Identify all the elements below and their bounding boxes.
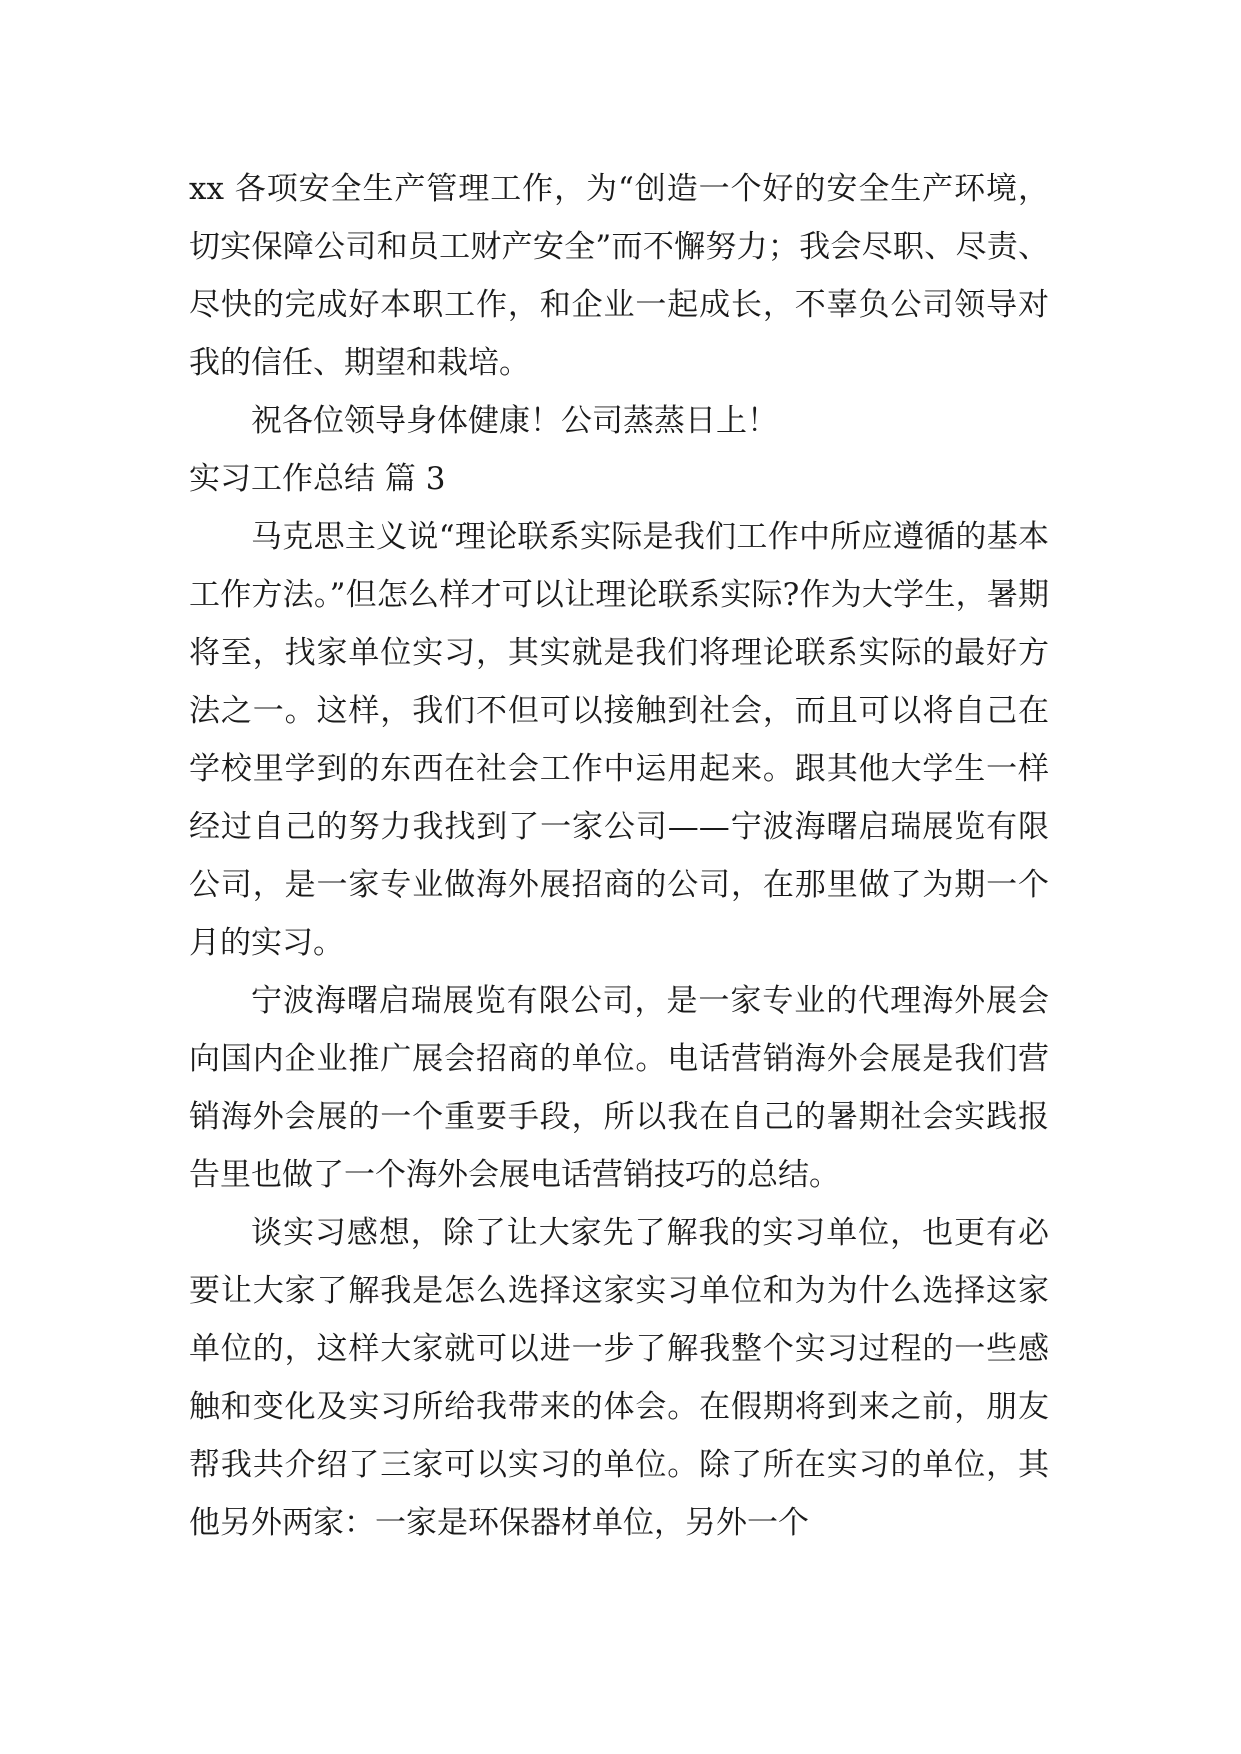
paragraph-company-intro: 宁波海曙启瑞展览有限公司，是一家专业的代理海外展会向国内企业推广展会招商的单位。电话营销海外会展是我们营销海外会展的一个重要手段，所以我在自己的暑期社会实践报告里也做了一个海外会展电话营销技巧的总结。 [189, 983, 1049, 1193]
paragraph-theory-practice: 马克思主义说“理论联系实际是我们工作中所应遵循的基本工作方法。”但怎么样才可以让理论联系实际?作为大学生，暑期将至，找家单位实习，其实就是我们将理论联系实际的最好方法之一。这样，我们不但可以接触到社会，而且可以将自己在学校里学到的东西在社会工作中运用起来。跟其他大学生一样经过自己的努力我找到了一家公司——宁波海曙启瑞展览有限公司，是一家专业做海外展招商的公司，在那里做了为期一个月的实习。 [189, 519, 1049, 961]
paragraph-internship-thoughts: 谈实习感想，除了让大家先了解我的实习单位，也更有必要让大家了解我是怎么选择这家实习单位和为为什么选择这家单位的，这样大家就可以进一步了解我整个实习过程的一些感触和变化及实习所给我带来的体会。在假期将到来之前，朋友帮我共介绍了三家可以实习的单位。除了所在实习的单位，其他另外两家：一家是环保器材单位，另外一个 [189, 1215, 1049, 1541]
paragraph-wishes: 祝各位领导身体健康！公司蒸蒸日上！ [251, 403, 778, 439]
document-body [189, 160, 1049, 1552]
paragraph-closing-commitment: xx 各项安全生产管理工作，为“创造一个好的安全生产环境，切实保障公司和员工财产安全”而不懈努力；我会尽职、尽责、尽快的完成好本职工作，和企业一起成长，不辜负公司领导对我的信任、期望和栽培。 [189, 171, 1049, 381]
section-heading: 实习工作总结 篇 3 [189, 461, 446, 497]
